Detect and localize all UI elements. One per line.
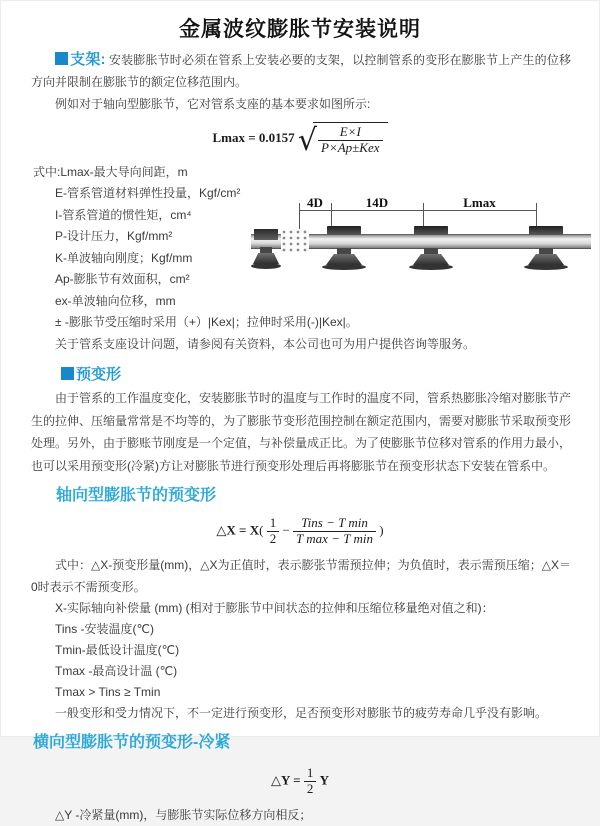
pipe-support (409, 194, 453, 274)
dim-label-lmax: Lmax (463, 195, 496, 210)
lateral-half-numerator: 1 (304, 766, 317, 782)
section-marker-icon (55, 52, 68, 65)
lmax-numerator: E×I (318, 125, 383, 141)
temperature-fraction (293, 516, 376, 547)
definition-line: ex-单波轴向位移，mm (55, 293, 176, 308)
axial-predeform-heading: 轴向型膨胀节的预变形 (56, 487, 217, 504)
half-numerator: 1 (267, 516, 280, 532)
lateral-formula-lhs: △Y = (271, 772, 301, 788)
anchor-neck (260, 247, 272, 254)
pipe-support-diagram (251, 194, 597, 290)
lmax-denominator: P×Ap±Kex (321, 139, 380, 155)
close-paren: ) (379, 522, 384, 538)
lateral-formula (1, 766, 599, 797)
pipe-support (322, 194, 366, 274)
support-neck (424, 248, 438, 255)
axial-note: 一般变形和受力情况下，不一定进行预变形，足否预变形对膨胀节的疲劳寿命几乎没有影响。 (55, 705, 548, 720)
temperature-numerator: Tins − T min (293, 516, 376, 532)
support-neck (539, 248, 553, 255)
axial-definitions-list (31, 598, 571, 724)
anchor-clamp (254, 229, 278, 240)
axial-definition-line: Tmax -最高设计温 (℃) (55, 663, 178, 678)
pipe-anchor (253, 194, 279, 274)
axial-formula (1, 516, 599, 547)
lateral-explain-block (31, 805, 571, 826)
support-clamp (529, 226, 563, 235)
lmax-formula (1, 122, 599, 156)
lateral-half-denominator: 2 (306, 780, 314, 796)
support-header-label: 支架: (70, 51, 106, 68)
axial-definition-line: Tmax > Tins ≥ Tmin (55, 684, 161, 699)
definition-line: K-单波轴向刚度；Kgf/mm (55, 250, 193, 265)
axial-definition-line: X-实际轴向补偿量 (mm) (相对于膨胀节中间状态的拉伸和压缩位移量绝对值之和)： (55, 600, 494, 615)
page-title: 金属波纹膨胀节安装说明 (179, 18, 421, 41)
support-intro-paragraph (31, 49, 571, 93)
predeform-section-header (31, 365, 599, 385)
minus-operator: − (282, 522, 290, 538)
axial-formula-lhs: △X = X (216, 522, 260, 538)
lmax-formula-lhs: Lmax = 0.0157 (212, 129, 295, 145)
lateral-explain-line: △Y -冷紧量(mm)，与膨胀节实际位移方向相反； (55, 807, 312, 822)
axial-definition-line: Tins -安装温度(℃) (55, 621, 155, 636)
consult-note: 关于管系支座设计问题，请参阅有关资料，本公司也可为用户提供咨询等服务。 (55, 336, 476, 351)
lateral-predeform-heading: 横向型膨胀节的预变形-冷紧 (33, 733, 231, 751)
example-line: 例如对于轴向型膨胀节，它对管系支座的基本要求如图所示: (55, 97, 371, 111)
half-denominator: 2 (269, 530, 277, 546)
axial-definition-line: Tmin-最低设计温度(℃) (55, 642, 180, 657)
predeform-header-label: 预变形 (76, 366, 122, 384)
anchor-base (251, 263, 281, 269)
definition-line: Ap-膨胀节有效面积，cm² (55, 272, 190, 287)
open-paren: ( (259, 522, 264, 538)
support-intro-text: 安装膨胀节时必须在管系上安装必要的支架，以控制管系的变形在膨胀节上产生的位移方向并限制在膨胀节的额定位移范围内。 (31, 53, 571, 89)
definition-line: I-管系管道的惯性矩，cm⁴ (55, 207, 192, 222)
lateral-formula-rhs: Y (319, 772, 329, 788)
axial-explain-paragraph: 式中：△X-预变形量(mm)，△X为正值时，表示膨张节需预拉伸；为负值时，表示需预压缩；△X＝0时表示不需预变形。 (31, 557, 571, 594)
support-base (409, 264, 453, 270)
support-section-header (55, 51, 105, 68)
sqrt-expression (298, 122, 388, 156)
pipe-support (524, 194, 568, 274)
half-fraction (267, 516, 280, 547)
predeform-paragraph: 由于管系的工作温度变化，安装膨胀节时的温度与工作时的温度不同，管系热膨胀冷缩对膨胀节产生的拉伸、压缩量常常是不均等的，为了膨胀节变形范围控制在额定范围内，需要对膨胀节采取预变形处理。另外，由于膨账节刚度是一个定值，与补偿量成正比。为了使膨胀节位移对管系的作用力最小，也可以采用预变形(冷紧)方让对膨胀节进行预变形处理后再将膨胀节在预变形状态下安装在管系中。 (31, 391, 572, 473)
support-neck (337, 248, 351, 255)
dim-label-4d: 4D (307, 195, 323, 210)
definition-line: ± -膨胀节受压缩时采用（+）|Kex|；拉伸时采用(-)|Kex|。 (55, 315, 358, 330)
definition-line: P-设计压力，Kgf/mm² (55, 229, 173, 244)
support-base (322, 264, 366, 270)
section-marker-icon (61, 367, 74, 380)
lateral-half-fraction (304, 766, 317, 797)
lmax-fraction (318, 125, 383, 156)
dim-label-14d: 14D (365, 195, 389, 210)
definition-line: E-管系管道材料弹性投量，Kgf/cm² (55, 186, 241, 201)
definition-line: 式中:Lmax-最大导向间距，m (33, 164, 188, 179)
bellows-section (281, 229, 309, 252)
support-base (524, 264, 568, 270)
support-clamp (414, 226, 448, 235)
sqrt-radicand (313, 122, 388, 156)
sqrt-radical-icon: √ (297, 122, 318, 158)
temperature-denominator: T max − T min (296, 530, 373, 546)
support-clamp (327, 226, 361, 235)
